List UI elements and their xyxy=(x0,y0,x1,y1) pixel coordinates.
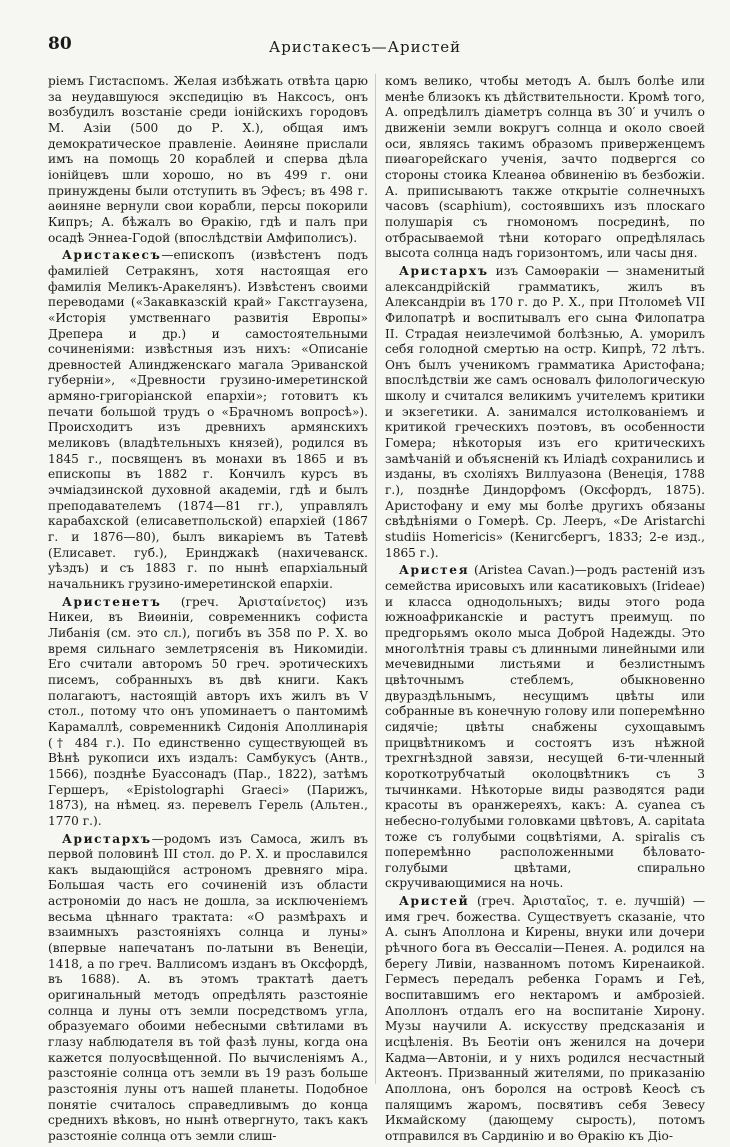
entry-headword: Аристакесъ xyxy=(62,248,162,263)
column-divider xyxy=(375,74,376,1084)
entry-aristenet xyxy=(48,595,368,830)
entry-text: комъ велико, чтобы методъ А. былъ болѣе или менѣе близокъ къ дѣйствительности. Кромѣ того, А. опредѣлилъ діаметръ солнца въ 30′ и училъ о движеніи земли вокругъ солнца и около своей оси, являясь такимъ образомъ приверженцемъ пиѳагорейскаго ученія, зачто подвергся со стороны стоика Клеанѳа обвиненію въ безбожіи. А. приписываютъ также открытіе солнечныхъ часовъ (scaphium), состоявшихъ изъ плоскаго полушарія съ гномономъ посрединѣ, по отбрасываемой тѣни котораго опредѣлялась высота солнца надъ горизонтомъ, или часы дня. xyxy=(385,74,705,261)
entry-headword: Аристархъ xyxy=(399,263,489,278)
entry-aristagor-continuation xyxy=(48,74,368,246)
entry-headword: Аристархъ xyxy=(62,831,152,846)
entry-aristakes xyxy=(48,248,368,592)
entry-text: —епископъ (извѣстенъ подъ фамиліей Сетракянъ, хотя настоящая его фамилія Меликъ-Аракелянъ). Извѣстенъ своими переводами («Закавказскій край» Гакстгаузена, «Исторія умственнаго развитія Европы» Дрепера и др.) и самостоятельными сочиненіями: извѣстныя изъ нихъ: «Описаніе древностей Алиндженскаго магала Эриванской губерніи», «Древности грузино-имеретинской армяно-григоріанской епархіи»; готовитъ къ печати большой трудъ о «Брачномъ вопросѣ»). Происходитъ изъ древнихъ армянскихъ меликовъ (владѣтельныхъ князей), родился въ 1845 г., посвященъ въ монахи въ 1865 и въ епископы въ 1882 г. Кончилъ курсъ въ эчміадзинской духовной академіи, гдѣ и былъ преподавателемъ (1874—81 гг.), управлялъ карабахской (елисаветпольской) епархіей (1867 г. и 1876—80), былъ викаріемъ въ Татевѣ (Елисавет. губ.), Еринджакѣ (нахичеванск. уѣздъ) и съ 1883 г. по нынѣ епархіальный начальникъ грузино-имеретинской епархіи. xyxy=(48,248,368,591)
entry-aristey xyxy=(385,894,705,1145)
entry-headword: Аристей xyxy=(399,894,470,909)
entry-text: —родомъ изъ Самоса, жилъ въ первой половинѣ III стол. до Р. Х. и прославился какъ выдающійся астрономъ древняго міра. Большая часть его сочиненій изъ области астрономіи до насъ не дошла, за исключеніемъ весьма цѣннаго трактата: «О размѣрахъ и взаимныхъ разстояніяхъ солнца и луны» (впервые напечатанъ по-латыни въ Венеціи, 1418, а по греч. Валлисомъ изданъ въ Оксфордѣ, въ 1688). А. въ этомъ трактатѣ даетъ оригинальный методъ опредѣлять разстояніе солнца и луны отъ земли посредствомъ угла, образуемаго обоими небесными свѣтилами въ глазу наблюдателя въ той фазѣ луны, когда она кажется полуосвѣщенной. По вычисленіямъ А., разстояніе солнца отъ земли въ 19 разъ больше разстоянія луны отъ нашей планеты. Подобное понятіе считалось справедливымъ до конца среднихъ вѣковъ, но нынѣ отвергнуто, такъ какъ разстояніе солнца отъ земли слиш- xyxy=(48,831,368,1143)
entry-text: (греч. Ἀρισταῖος, т. е. лучшій) —имя греч. божества. Существуетъ сказаніе, что А. сынъ Аполлона и Кирены, внуки или дочери рѣчного бога въ Ѳессаліи—Пенея. А. родился на берегу Ливіи, названномъ потомъ Киренаикой. Гермесъ передалъ ребенка Горамъ и Геѣ, воспитавшимъ его нектаромъ и амброзіей. Аполлонъ отдалъ его на воспитаніе Хирону. Музы научили А. искусству предсказанія и исцѣленія. Въ Беотіи онъ женился на дочери Кадма—Автоніи, и у нихъ родился несчастный Актеонъ. Призванный жителями, по приказанію Аполлона, онъ боролся на островѣ Кеосѣ съ палящимъ жаромъ, посвятивъ себя Зевесу Икмайскому (дающему сырость), потомъ отправился въ Сардинію и во Ѳракію къ Діо- xyxy=(385,894,705,1143)
entry-text: (Aristea Cavan.)—родъ растеній изъ семейства ирисовыхъ или касатиковыхъ (Irideae) и класса однодольныхъ; виды этого рода южноафриканскіе и растутъ преимущ. по предгорьямъ около мыса Доброй Надежды. Это многолѣтнія травы съ длинными линейными или мечевидными листьями и безлистнымъ цвѣточнымъ стеблемъ, обыкновенно двураздѣльнымъ, несущимъ цвѣты или собранные въ конечную голову или поперемѣнно сидячіе; цвѣты снабжены сухощавымъ прицвѣтникомъ и состоятъ изъ нѣжной трехгнѣздной завязи, несущей 6-ти-членный короткотрубчатый околоцвѣтникъ съ 3 тычинками. Нѣкоторые виды разводятся ради красоты въ оранжереяхъ, какъ: A. cyanea съ небесно-голубыми головками цвѣтовъ, A. capitata тоже съ голубыми соцвѣтіями, A. spiralis съ поперемѣнно расположенными бѣловато-голубыми цвѣтами, спирально скручивающимися на ночь. xyxy=(385,563,705,891)
entry-text: (греч. Ἀρισταίνετος) изъ Никеи, въ Виѳиніи, современникъ софиста Либанія (см. это сл.), погибъ въ 358 по Р. Х. во время сильнаго землетрясенія въ Никомидіи. Его считали авторомъ 50 греч. эротическихъ писемъ, собранныхъ въ двѣ книги. Какъ полагаютъ, настоящій авторъ ихъ жилъ въ V стол., потому что онъ упоминаетъ о пантомимѣ Карамаллѣ, современникѣ Сидонія Аполлинарія († 484 г.). По единственно существующей въ Вѣнѣ рукописи ихъ издалъ: Самбукусъ (Антв., 1566), позднѣе Буассонадъ (Пар., 1822), затѣмъ Гершеръ, «Epistolographi Graeci» (Парижъ, 1873), на нѣмец. яз. перевелъ Герель (Альтен., 1770 г.). xyxy=(48,594,368,828)
entry-aristea xyxy=(385,563,705,892)
entry-headword: Аристенетъ xyxy=(62,594,162,609)
entry-text: изъ Самоѳракіи — знаменитый александрійскій грамматикъ, жилъ въ Александріи въ 170 г. до Р. Х., при Птоломеѣ VII Филопатрѣ и воспитывалъ его сына Филопатра II. Страдая неизлечимой болѣзнью, А. уморилъ себя голодной смертью на остр. Кипрѣ, 72 лѣтъ. Онъ былъ ученикомъ грамматика Аристофана; впослѣдствіи же самъ основалъ филологическую школу и считался великимъ учителемъ критики и экзегетики. А. занимался истолкованіемъ и критикой греческихъ поэтовъ, въ особенности Гомера; нѣкоторыя изъ его критическихъ замѣчаній и объясненій къ Иліадѣ сохранились и изданы, въ схоліяхъ Виллуазона (Венеція, 1788 г.), позднѣе Диндорфомъ (Оксфордъ, 1875). Аристофану и ему мы болѣе другихъ обязаны свѣдѣніями о Гомерѣ. Ср. Лееръ, «De Aristarchi studiis Homericis» (Кенигсбергъ, 1833; 2-е изд., 1865 г.). xyxy=(385,263,705,560)
entry-text: ріемъ Гистаспомъ. Желая избѣжать отвѣта царю за неудавшуюся экспедицію въ Наксосъ, онъ возбудилъ возстаніе среди іонійскихъ городовъ М. Азіи (500 до Р. Х.), общая имъ демократическое правленіе. Аѳиняне прислали имъ на помощь 20 кораблей и сперва дѣла іонійцевъ шли хорошо, но въ 499 г. они принуждены были отступить въ Эфесъ; въ 498 г. аѳиняне вернули свои корабли, персы покорили Кипръ; А. бѣжалъ во Ѳракію, гдѣ и палъ при осадѣ Эннеа-Годой (впослѣдствіи Амфиполисъ). xyxy=(48,74,368,245)
running-head: Аристакесъ—Аристей xyxy=(268,38,462,56)
entry-aristarkh-samos xyxy=(48,832,368,1145)
left-column xyxy=(48,74,368,1147)
right-column xyxy=(385,74,705,1147)
entry-aristarkh-continuation xyxy=(385,74,705,262)
entry-aristarkh-samothrace xyxy=(385,264,705,561)
entry-headword: Аристея xyxy=(399,563,470,578)
page-number: 80 xyxy=(48,34,72,54)
